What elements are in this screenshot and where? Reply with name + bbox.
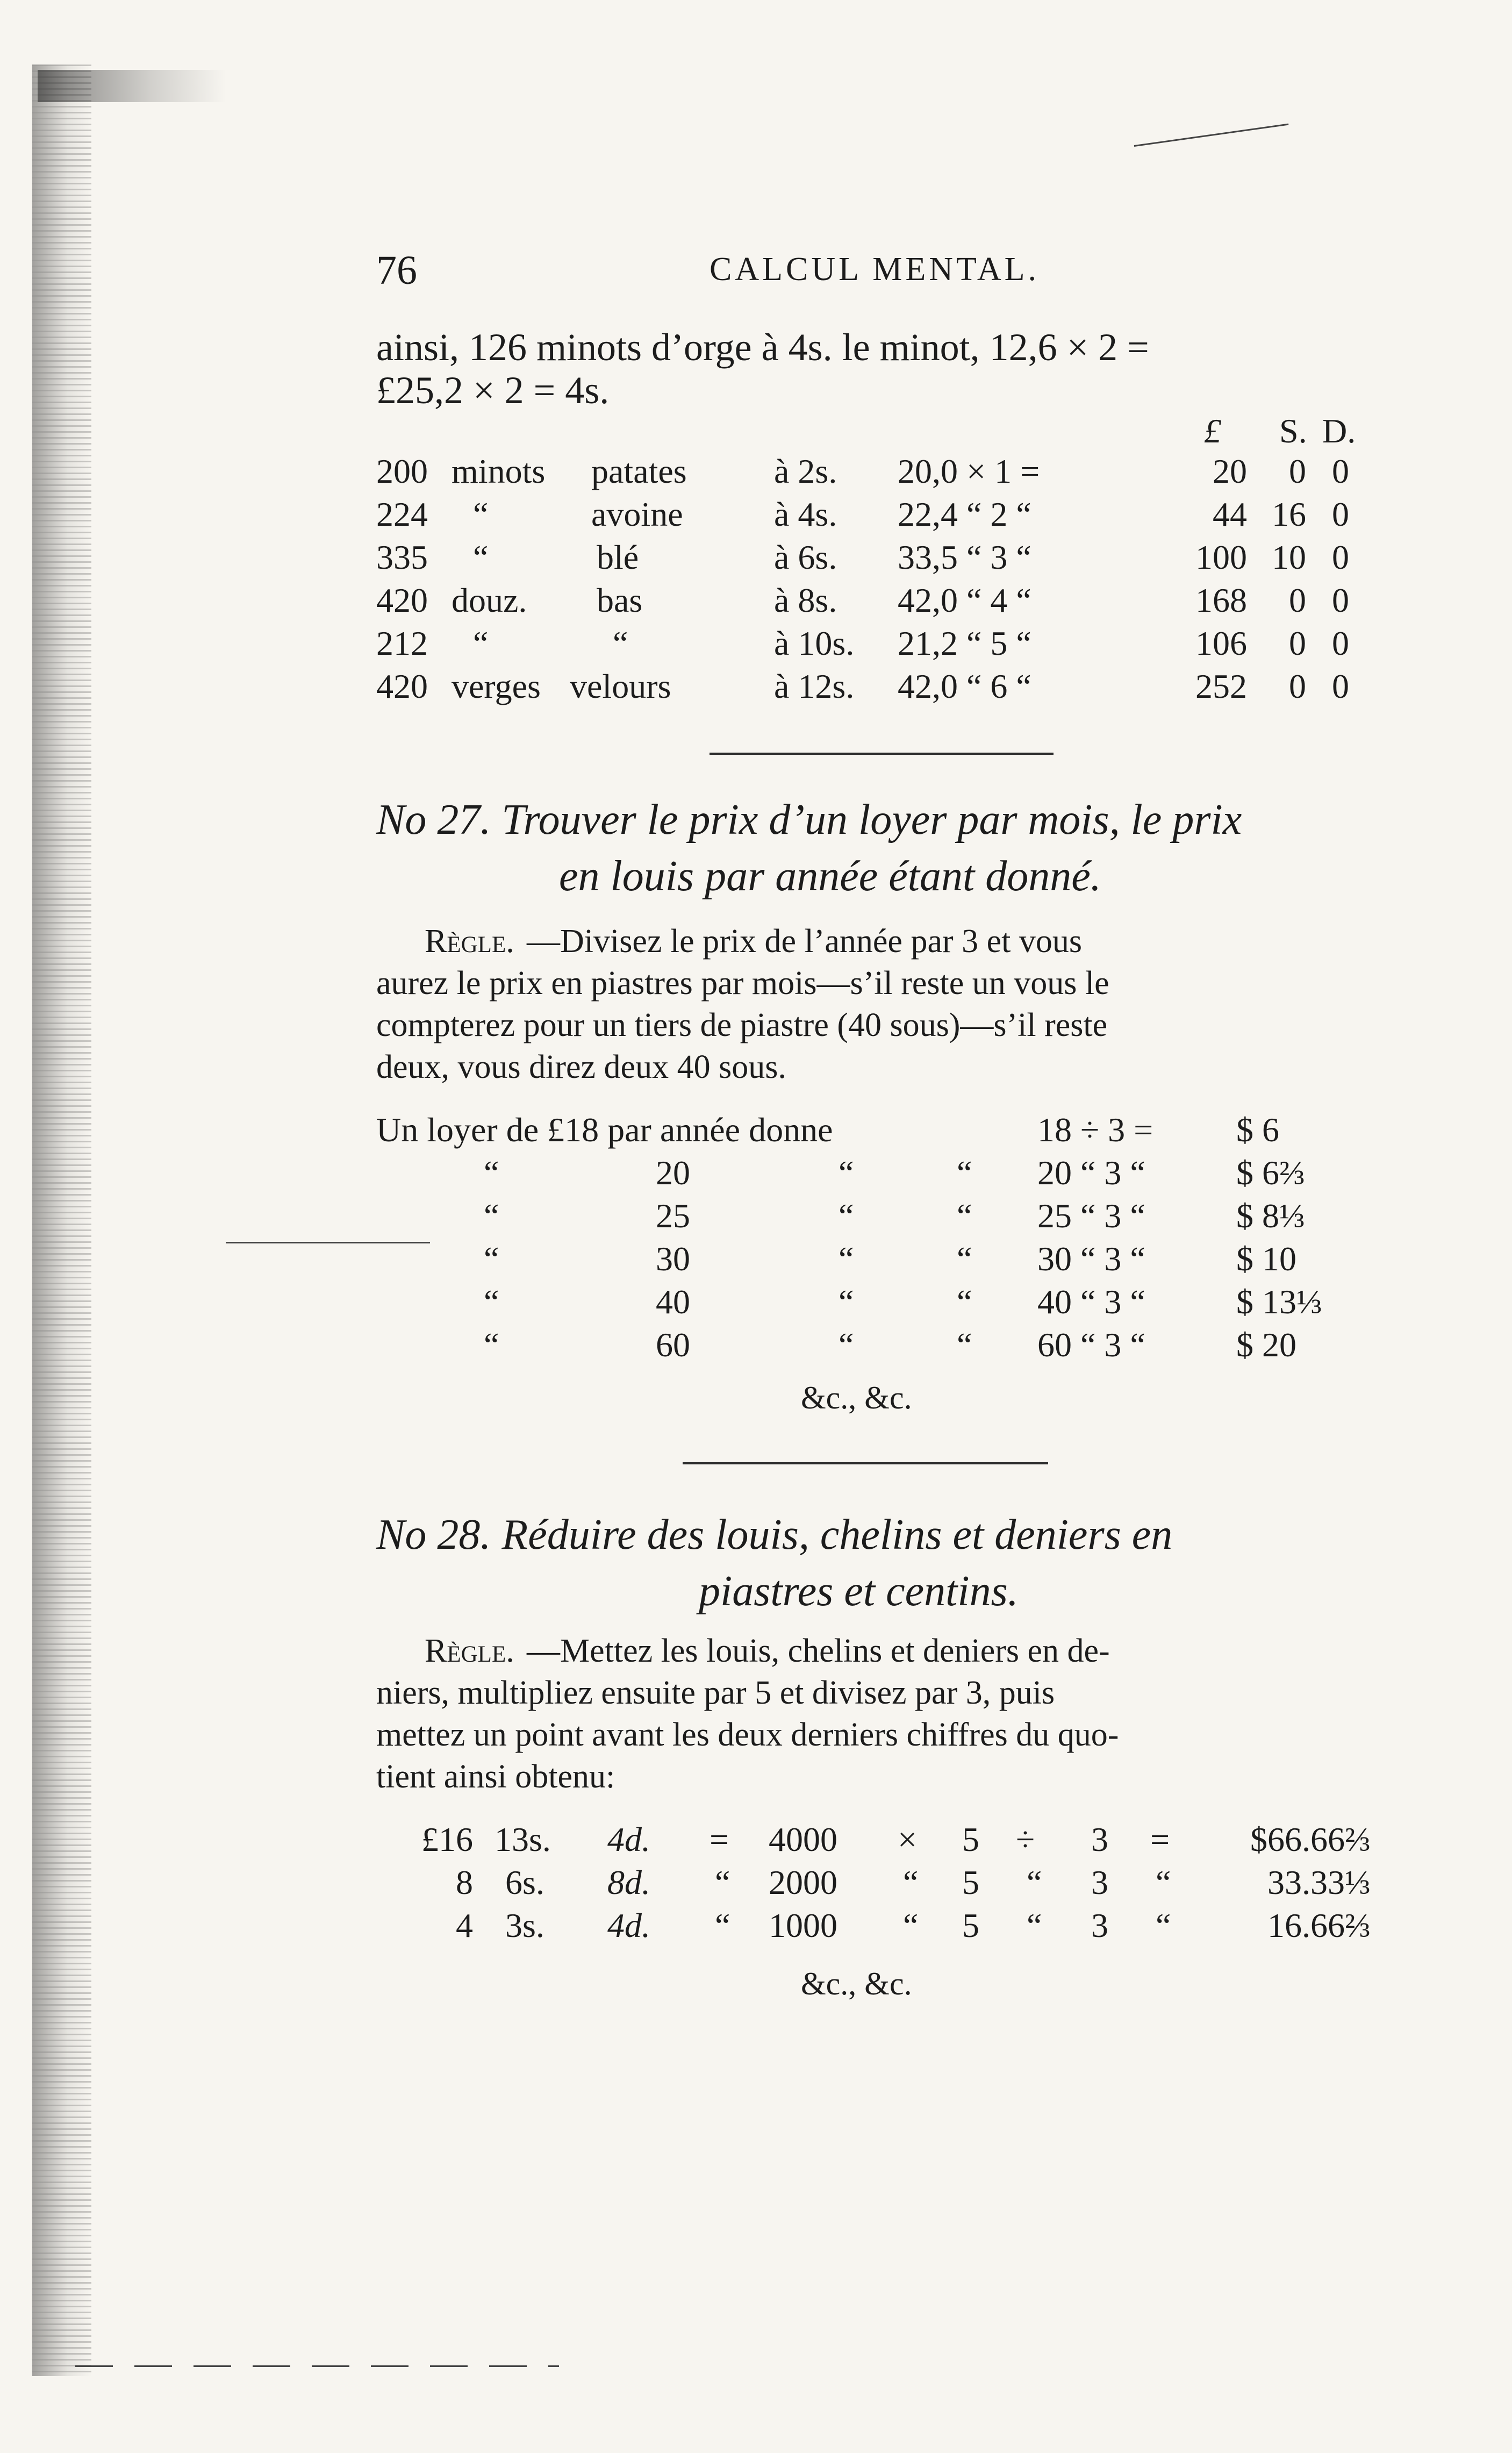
col-header-pence: D. (1322, 412, 1356, 450)
example-amount: 30 (656, 1240, 690, 1278)
section-28-rule-line-1: —Mettez les louis, chelins et deniers en de- (527, 1633, 1110, 1669)
example-calc: 25 “ 3 “ (1037, 1197, 1145, 1235)
pence: 0 (1332, 495, 1349, 533)
divisor: 3 (1091, 1820, 1108, 1858)
equals: “ (715, 1906, 730, 1944)
price: à 8s. (774, 581, 837, 619)
unit: minots (452, 452, 546, 490)
section-28-rule-line-3: mettez un point avant les deux derniers chiffres du quo- (376, 1717, 1119, 1753)
col-header-pounds: £ (1204, 412, 1221, 450)
intro-line-2: £25,2 × 2 = 4s. (376, 369, 610, 412)
example-amount: 25 (656, 1197, 690, 1235)
section-27-heading-line-2: en louis par année étant donné. (559, 853, 1101, 900)
example-calc: 18 ÷ 3 = (1037, 1111, 1153, 1149)
page-number: 76 (376, 248, 417, 293)
factor: 5 (962, 1863, 979, 1901)
example-result: $ 6 (1236, 1111, 1279, 1149)
qty: 335 (376, 538, 428, 576)
pounds: 8 (456, 1863, 473, 1901)
calc: 22,4 “ 2 “ (898, 495, 1031, 533)
intro-line-1: ainsi, 126 minots d’orge à 4s. le minot, 12,6 × 2 = (376, 326, 1149, 369)
pence: 4d. (607, 1820, 650, 1858)
divisor: 3 (1091, 1863, 1108, 1901)
example-amount: 60 (656, 1326, 690, 1364)
example-ditto: “ (484, 1197, 499, 1235)
calc: 42,0 “ 4 “ (898, 581, 1031, 619)
example-amount: 20 (656, 1154, 690, 1192)
example-ditto-a: “ (839, 1240, 854, 1278)
deniers: 2000 (769, 1863, 837, 1901)
shillings: 6s. (505, 1863, 544, 1901)
item: bas (597, 581, 643, 619)
example-prefix: Un loyer de £18 par année donne (376, 1111, 833, 1149)
scan-shadow-top (38, 70, 226, 102)
item: patates (591, 452, 687, 490)
section-27-heading-line-1: No 27. Trouver le prix d’un loyer par mois, le prix (376, 796, 1242, 843)
unit: “ (473, 495, 489, 533)
qty: 420 (376, 667, 428, 705)
pence: 0 (1332, 581, 1349, 619)
example-result: $ 8⅓ (1236, 1197, 1305, 1235)
shillings: 0 (1289, 452, 1306, 490)
example-calc: 20 “ 3 “ (1037, 1154, 1145, 1192)
example-ditto-b: “ (957, 1197, 972, 1235)
example-calc: 30 “ 3 “ (1037, 1240, 1145, 1278)
example-ditto-a: “ (839, 1154, 854, 1192)
section-28-heading-line-2: piastres et centins. (699, 1568, 1019, 1615)
example-ditto: “ (484, 1240, 499, 1278)
op-multiply: “ (903, 1906, 919, 1944)
pounds: 168 (1195, 581, 1247, 619)
unit: verges (452, 667, 541, 705)
calc: 21,2 “ 5 “ (898, 624, 1031, 662)
item: “ (613, 624, 628, 662)
price: à 12s. (774, 667, 855, 705)
calc: 42,0 “ 6 “ (898, 667, 1031, 705)
example-ditto: “ (484, 1283, 499, 1321)
equals: “ (1156, 1906, 1171, 1944)
pence: 8d. (607, 1863, 650, 1901)
pen-mark-top (1134, 124, 1289, 147)
example-ditto-a: “ (839, 1326, 854, 1364)
section-28-etc: &c., &c. (801, 1966, 912, 2001)
example-amount: 40 (656, 1283, 690, 1321)
pounds: 44 (1213, 495, 1247, 533)
shillings: 0 (1289, 667, 1306, 705)
example-calc: 60 “ 3 “ (1037, 1326, 1145, 1364)
section-28-rule-line-4: tient ainsi obtenu: (376, 1758, 615, 1795)
deniers: 1000 (769, 1906, 837, 1944)
shillings: 16 (1272, 495, 1306, 533)
pounds: 20 (1213, 452, 1247, 490)
pence: 0 (1332, 667, 1349, 705)
price: à 10s. (774, 624, 855, 662)
example-result: $ 20 (1236, 1326, 1296, 1364)
qty: 224 (376, 495, 428, 533)
scan-shadow-left (32, 65, 91, 2376)
pence: 0 (1332, 452, 1349, 490)
op-divide: “ (1027, 1906, 1042, 1944)
price: à 4s. (774, 495, 837, 533)
example-result: $ 6⅔ (1236, 1154, 1305, 1192)
deniers: 4000 (769, 1820, 837, 1858)
equals: “ (715, 1863, 730, 1901)
example-ditto: “ (484, 1154, 499, 1192)
shillings: 10 (1272, 538, 1306, 576)
col-header-shillings: S. (1279, 412, 1307, 450)
result: 16.66⅔ (1267, 1906, 1371, 1944)
shillings: 0 (1289, 624, 1306, 662)
example-calc: 40 “ 3 “ (1037, 1283, 1145, 1321)
pence: 4d. (607, 1906, 650, 1944)
item: velours (570, 667, 671, 705)
scan-dashes-bottom (75, 2365, 559, 2367)
example-ditto-b: “ (957, 1240, 972, 1278)
pounds: 100 (1195, 538, 1247, 576)
unit: “ (473, 538, 489, 576)
price: à 6s. (774, 538, 837, 576)
shillings: 0 (1289, 581, 1306, 619)
qty: 420 (376, 581, 428, 619)
section-27-etc: &c., &c. (801, 1380, 912, 1415)
section-27-rule-label: Règle. (425, 923, 514, 960)
result: 33.33⅓ (1267, 1863, 1371, 1901)
equals: = (1150, 1820, 1170, 1858)
item: blé (597, 538, 639, 576)
op-multiply: “ (903, 1863, 919, 1901)
op-multiply: × (898, 1820, 918, 1858)
equals: = (710, 1820, 729, 1858)
price: à 2s. (774, 452, 837, 490)
section-27-rule-line-4: deux, vous direz deux 40 sous. (376, 1049, 786, 1085)
example-ditto-a: “ (839, 1283, 854, 1321)
qty: 200 (376, 452, 428, 490)
section-27-rule-line-1: —Divisez le prix de l’année par 3 et vous (527, 923, 1082, 960)
example-result: $ 13⅓ (1236, 1283, 1322, 1321)
pen-mark-left (226, 1242, 430, 1243)
pounds: 106 (1195, 624, 1247, 662)
pence: 0 (1332, 624, 1349, 662)
example-result: $ 10 (1236, 1240, 1296, 1278)
section-28-heading-line-1: No 28. Réduire des louis, chelins et deniers en (376, 1511, 1173, 1558)
unit: douz. (452, 581, 527, 619)
running-title: CALCUL MENTAL. (710, 251, 1040, 288)
pounds: 4 (456, 1906, 473, 1944)
shillings: 13s. (495, 1820, 551, 1858)
section-27-rule-line-3: compterez pour un tiers de piastre (40 sous)—s’il reste (376, 1007, 1108, 1043)
result: $66.66⅔ (1250, 1820, 1371, 1858)
factor: 5 (962, 1820, 979, 1858)
section-divider (710, 753, 1054, 755)
section-27-rule-line-2: aurez le prix en piastres par mois—s’il reste un vous le (376, 965, 1109, 1002)
section-28-rule-label: Règle. (425, 1633, 514, 1669)
divisor: 3 (1091, 1906, 1108, 1944)
equals: “ (1156, 1863, 1171, 1901)
example-ditto-b: “ (957, 1154, 972, 1192)
example-ditto-b: “ (957, 1326, 972, 1364)
pence: 0 (1332, 538, 1349, 576)
op-divide: ÷ (1016, 1820, 1035, 1858)
section-28-rule-line-2: niers, multipliez ensuite par 5 et divisez par 3, puis (376, 1675, 1055, 1711)
qty: 212 (376, 624, 428, 662)
pounds: £16 (421, 1820, 473, 1858)
section-divider (683, 1462, 1048, 1464)
example-ditto-b: “ (957, 1283, 972, 1321)
calc: 33,5 “ 3 “ (898, 538, 1031, 576)
calc: 20,0 × 1 = (898, 452, 1040, 490)
pounds: 252 (1195, 667, 1247, 705)
example-ditto: “ (484, 1326, 499, 1364)
op-divide: “ (1027, 1863, 1042, 1901)
example-ditto-a: “ (839, 1197, 854, 1235)
item: avoine (591, 495, 683, 533)
shillings: 3s. (505, 1906, 544, 1944)
unit: “ (473, 624, 489, 662)
factor: 5 (962, 1906, 979, 1944)
